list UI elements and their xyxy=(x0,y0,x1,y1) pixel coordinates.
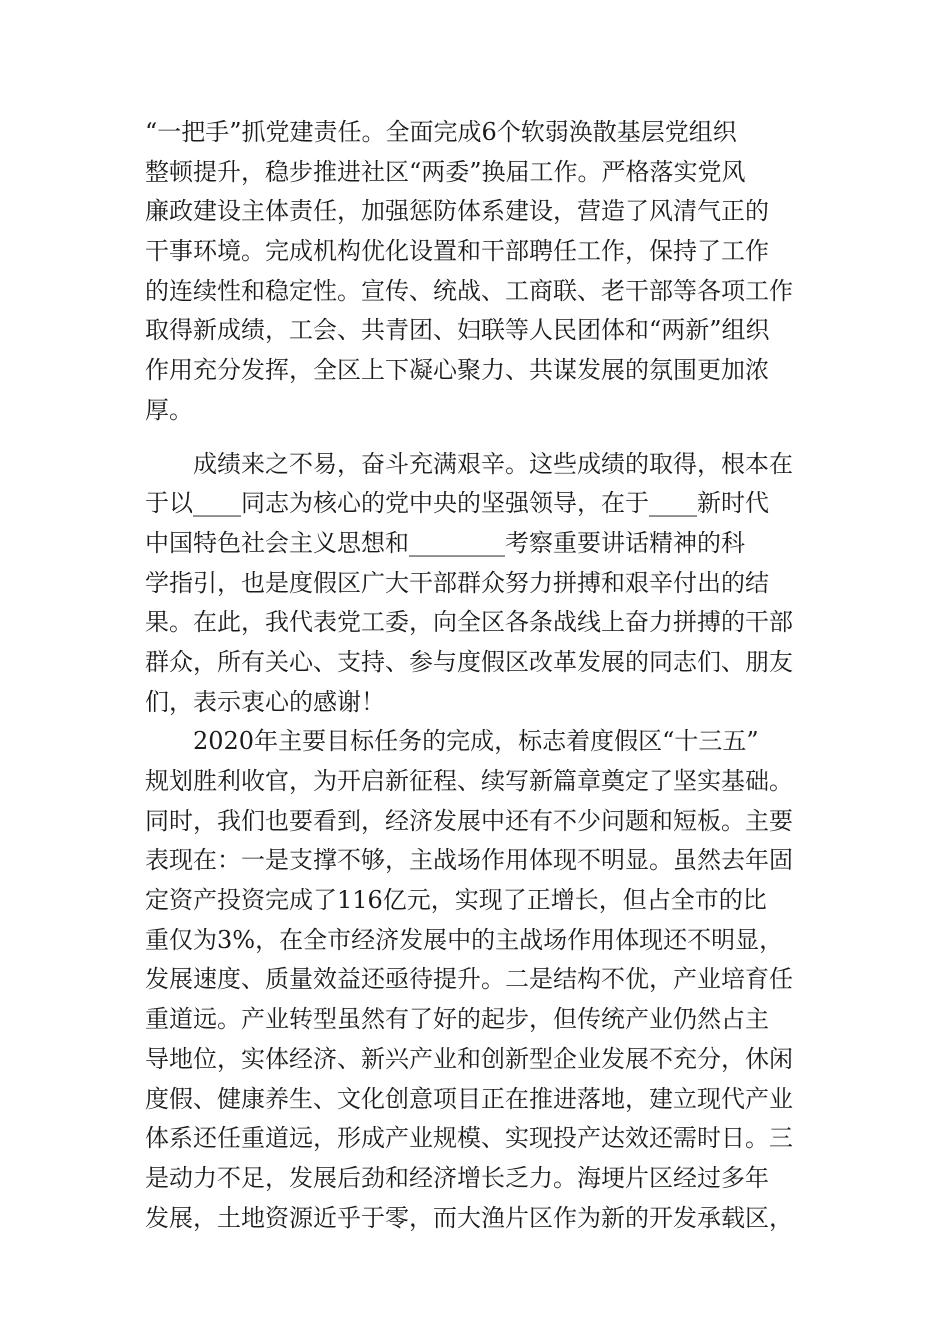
paragraph-1 xyxy=(145,113,805,431)
text-line: 果。在此，我代表党工委，向全区各条战线上奋力拼搏的干部 xyxy=(145,608,793,637)
text-line: 重仅为3%，在全市经济发展中的主战场作用体现还不明显， xyxy=(145,925,784,954)
text-line: 是动力不足，发展后劲和经济增长乏力。海埂片区经过多年 xyxy=(145,1163,769,1192)
text-line: 于以____同志为核心的党中央的坚强领导，在于____新时代 xyxy=(145,489,769,518)
text-line: 的连续性和稳定性。宣传、统战、工商联、老干部等各项工作 xyxy=(145,276,793,305)
text-line: 导地位，实体经济、新兴产业和创新型企业发展不充分，休闲 xyxy=(145,1044,793,1073)
text-line: 重道远。产业转型虽然有了好的起步，但传统产业仍然占主 xyxy=(145,1005,769,1034)
paragraph-2 xyxy=(145,445,805,723)
text-line: 同时，我们也要看到，经济发展中还有不少问题和短板。主要 xyxy=(145,806,793,835)
paragraph-spacing xyxy=(145,431,805,445)
text-line: 群众，所有关心、支持、参与度假区改革发展的同志们、朋友 xyxy=(145,647,793,676)
text-line: 作用充分发挥，全区上下凝心聚力、共谋发展的氛围更加浓 xyxy=(145,356,769,385)
text-line: 们，表示衷心的感谢！ xyxy=(145,687,385,716)
text-line: 发展速度、质量效益还亟待提升。二是结构不优，产业培育任 xyxy=(145,965,793,994)
text-line: 度假、健康养生、文化创意项目正在推进落地，建立现代产业 xyxy=(145,1084,793,1113)
text-line: 中国特色社会主义思想和________考察重要讲话精神的科 xyxy=(145,528,745,557)
text-line: 定资产投资完成了116亿元，实现了正增长，但占全市的比 xyxy=(145,886,767,915)
text-line: 体系还任重道远，形成产业规模、实现投产达效还需时日。三 xyxy=(145,1124,793,1153)
text-line: 规划胜利收官，为开启新征程、续写新篇章奠定了坚实基础。 xyxy=(145,767,793,795)
text-line: “一把手”抓党建责任。全面完成6个软弱涣散基层党组织 xyxy=(145,118,737,146)
text-line: 整顿提升，稳步推进社区“两委”换届工作。严格落实党风 xyxy=(145,157,746,186)
text-line: 干事环境。完成机构优化设置和干部聘任工作，保持了工作 xyxy=(145,237,769,266)
text-line: 成绩来之不易，奋斗充满艰辛。这些成绩的取得，根本在 xyxy=(193,449,793,478)
text-line: 廉政建设主体责任，加强惩防体系建设，营造了风清气正的 xyxy=(145,197,769,226)
paragraph-3 xyxy=(145,722,805,1238)
text-line: 表现在：一是支撑不够，主战场作用体现不明显。虽然去年固 xyxy=(145,846,793,875)
text-line: 学指引，也是度假区广大干部群众努力拼搏和艰辛付出的结 xyxy=(145,568,769,597)
body-text xyxy=(145,113,805,1238)
text-line: 发展，土地资源近乎于零，而大渔片区作为新的开发承载区， xyxy=(145,1203,793,1232)
text-line: 厚。 xyxy=(145,395,193,424)
text-line: 2020年主要目标任务的完成，标志着度假区“十三五” xyxy=(193,727,759,756)
text-line: 取得新成绩，工会、共青团、妇联等人民团体和“两新”组织 xyxy=(145,316,770,345)
